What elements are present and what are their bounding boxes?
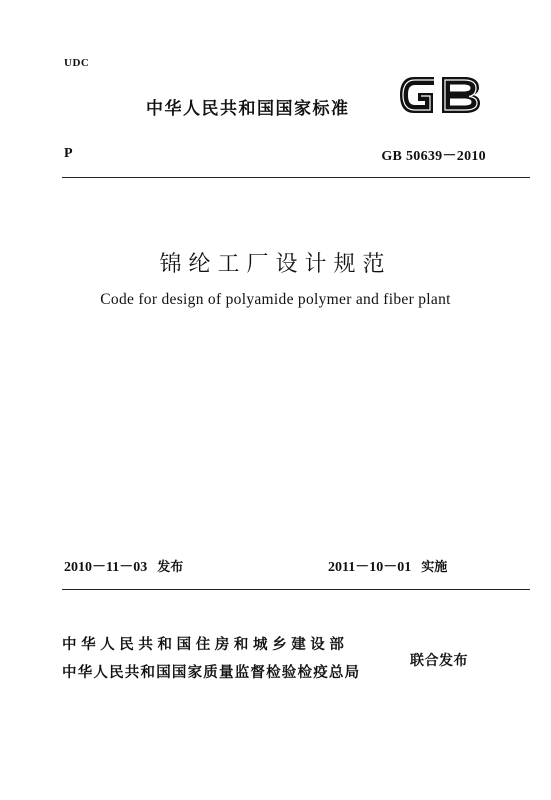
implementation-label: 实施 — [421, 560, 448, 575]
top-divider — [62, 177, 530, 178]
gb-logo-g — [400, 77, 434, 113]
standard-number: GB 50639－2010 — [381, 149, 486, 164]
implementation-date-line — [328, 556, 447, 576]
standard-type-heading: 中华人民共和国国家标准 — [146, 99, 350, 119]
classification-code: P — [64, 146, 73, 161]
issuer-aqsiq: 中华人民共和国国家质量监督检验检疫总局 — [62, 665, 361, 681]
issue-label: 发布 — [157, 560, 184, 575]
document-title-chinese: 锦纶工厂设计规范 — [159, 252, 392, 277]
document-title-english: Code for design of polyamide polymer and fiber plant — [100, 291, 451, 308]
issuer-ministry-housing: 中华人民共和国住房和城乡建设部 — [62, 637, 349, 653]
udc-label: UDC — [64, 57, 90, 69]
issue-date: 2010－11－03 — [64, 560, 148, 575]
issue-date-line — [64, 556, 183, 576]
bottom-divider — [62, 589, 530, 590]
implementation-date: 2011－10－01 — [328, 560, 412, 575]
joint-issue-label: 联合发布 — [410, 653, 468, 669]
gb-logo — [396, 72, 484, 118]
